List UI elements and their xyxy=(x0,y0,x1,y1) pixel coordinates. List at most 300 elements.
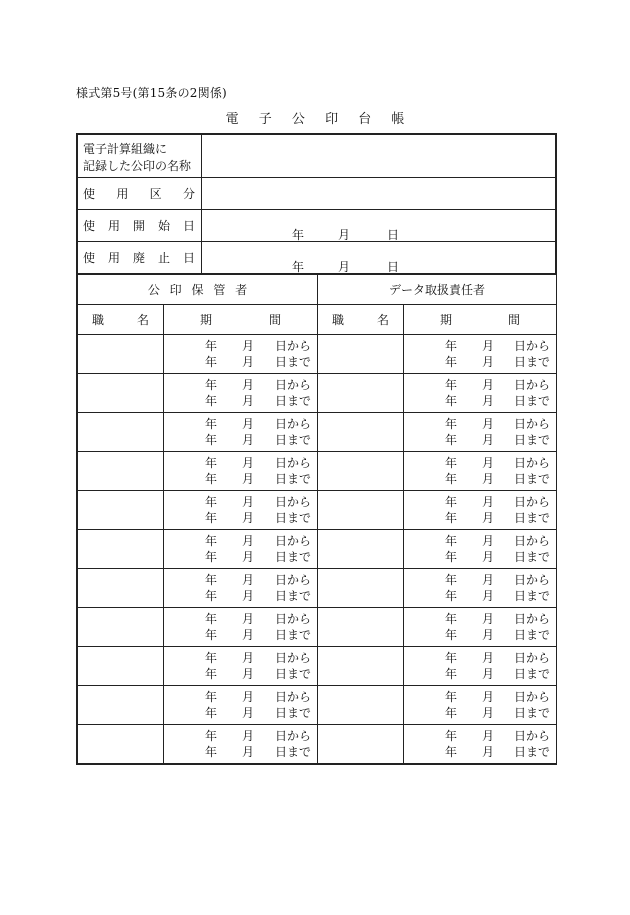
year-label: 年 xyxy=(205,417,218,431)
period-from-line xyxy=(164,533,317,549)
period-entry xyxy=(164,530,317,568)
period-from-line xyxy=(404,728,556,744)
label-text: 電子計算組織に xyxy=(83,141,168,156)
month-label: 月 xyxy=(482,690,495,704)
table-row xyxy=(78,374,557,413)
custodian-table xyxy=(77,274,557,764)
position-cell[interactable] xyxy=(78,452,164,491)
period-to-line xyxy=(164,471,317,487)
period-entry xyxy=(164,413,317,451)
month-label: 月 xyxy=(242,550,255,564)
seal-name-field[interactable] xyxy=(202,135,556,178)
period-from-line xyxy=(404,689,556,705)
period-to-line xyxy=(164,432,317,448)
period-cell[interactable] xyxy=(404,647,557,686)
period-entry xyxy=(404,647,556,685)
month-label: 月 xyxy=(242,667,255,681)
month-label: 月 xyxy=(242,690,255,704)
position-cell[interactable] xyxy=(78,491,164,530)
title-char: 公 xyxy=(291,112,305,127)
period-cell[interactable] xyxy=(164,491,318,530)
period-cell[interactable] xyxy=(164,530,318,569)
to-label: 日まで xyxy=(514,706,551,720)
year-label: 年 xyxy=(205,612,218,626)
seal-name-label xyxy=(78,135,202,178)
position-cell[interactable] xyxy=(318,374,404,413)
period-entry xyxy=(404,335,556,373)
position-cell[interactable] xyxy=(78,569,164,608)
period-header xyxy=(164,305,318,335)
seal-name-label-line1 xyxy=(83,141,201,158)
period-to-line xyxy=(404,354,556,370)
from-label: 日から xyxy=(514,417,551,431)
to-label: 日まで xyxy=(514,589,551,603)
month-label: 月 xyxy=(242,628,255,642)
from-label: 日から xyxy=(514,651,551,665)
year-label: 年 xyxy=(445,433,458,447)
period-to-line xyxy=(404,510,556,526)
label-char: 用 xyxy=(107,219,120,233)
year-label: 年 xyxy=(445,339,458,353)
header-char: 間 xyxy=(269,313,282,327)
period-from-line xyxy=(404,455,556,471)
month-label: 月 xyxy=(482,745,495,759)
position-cell[interactable] xyxy=(318,413,404,452)
document-title xyxy=(0,108,630,127)
period-from-line xyxy=(164,611,317,627)
period-to-line xyxy=(404,627,556,643)
label-char: 分 xyxy=(182,187,195,201)
header-char: 期 xyxy=(200,313,213,327)
year-label: 年 xyxy=(205,534,218,548)
year-label: 年 xyxy=(292,259,305,274)
label-char: 使 xyxy=(83,219,96,233)
period-from-line xyxy=(164,338,317,354)
from-label: 日から xyxy=(275,495,312,509)
period-to-line xyxy=(404,588,556,604)
year-label: 年 xyxy=(205,433,218,447)
month-label: 月 xyxy=(242,589,255,603)
year-label: 年 xyxy=(445,378,458,392)
year-label: 年 xyxy=(205,667,218,681)
header-char: 者 xyxy=(235,283,248,297)
month-label: 月 xyxy=(242,573,255,587)
position-cell[interactable] xyxy=(78,686,164,725)
to-label: 日まで xyxy=(514,745,551,759)
position-cell[interactable] xyxy=(318,686,404,725)
month-label: 月 xyxy=(242,495,255,509)
year-label: 年 xyxy=(445,550,458,564)
period-cell[interactable] xyxy=(404,569,557,608)
position-cell[interactable] xyxy=(318,569,404,608)
month-label: 月 xyxy=(242,472,255,486)
from-label: 日から xyxy=(275,378,312,392)
period-from-line xyxy=(164,689,317,705)
from-label: 日から xyxy=(514,456,551,470)
label-char: 用 xyxy=(107,251,120,265)
to-label: 日まで xyxy=(275,706,312,720)
table-row xyxy=(78,452,557,491)
from-label: 日から xyxy=(275,534,312,548)
label-char: 用 xyxy=(116,187,129,201)
period-from-line xyxy=(164,650,317,666)
month-label: 月 xyxy=(242,612,255,626)
month-label: 月 xyxy=(482,378,495,392)
period-cell[interactable] xyxy=(164,413,318,452)
form-reference: 様式第5号(第15条の2関係) xyxy=(76,86,227,100)
month-label: 月 xyxy=(482,573,495,587)
to-label: 日まで xyxy=(275,433,312,447)
month-label: 月 xyxy=(482,550,495,564)
header-char: 間 xyxy=(508,313,521,327)
year-label: 年 xyxy=(445,589,458,603)
table-row xyxy=(78,686,557,725)
to-label: 日まで xyxy=(514,394,551,408)
period-to-line xyxy=(164,393,317,409)
month-label: 月 xyxy=(242,729,255,743)
period-from-line xyxy=(164,728,317,744)
month-label: 月 xyxy=(482,628,495,642)
to-label: 日まで xyxy=(514,667,551,681)
header-char: 名 xyxy=(136,313,149,327)
label-char: 廃 xyxy=(132,251,145,265)
year-label: 年 xyxy=(445,355,458,369)
table-row xyxy=(78,335,557,374)
position-header xyxy=(78,305,164,335)
data-handler-header: データ取扱責任者 xyxy=(318,275,557,305)
period-cell[interactable] xyxy=(404,491,557,530)
period-to-line xyxy=(404,393,556,409)
day-label: 日 xyxy=(387,227,400,242)
period-from-line xyxy=(164,494,317,510)
period-from-line xyxy=(164,572,317,588)
position-cell[interactable] xyxy=(78,608,164,647)
to-label: 日まで xyxy=(275,667,312,681)
period-to-line xyxy=(164,510,317,526)
to-label: 日まで xyxy=(275,745,312,759)
from-label: 日から xyxy=(275,651,312,665)
ledger-form xyxy=(76,133,557,765)
to-label: 日まで xyxy=(514,511,551,525)
period-cell[interactable] xyxy=(404,335,557,374)
period-entry xyxy=(404,413,556,451)
period-to-line xyxy=(164,627,317,643)
period-entry xyxy=(164,374,317,412)
month-label: 月 xyxy=(482,534,495,548)
usage-category-field[interactable] xyxy=(202,178,556,210)
month-label: 月 xyxy=(338,227,351,242)
period-entry xyxy=(404,569,556,607)
month-label: 月 xyxy=(482,355,495,369)
header-char: 職 xyxy=(92,313,105,327)
position-cell[interactable] xyxy=(78,725,164,764)
year-label: 年 xyxy=(445,394,458,408)
month-label: 月 xyxy=(242,417,255,431)
month-label: 月 xyxy=(482,589,495,603)
from-label: 日から xyxy=(275,456,312,470)
period-entry xyxy=(164,608,317,646)
title-char: 電 xyxy=(225,112,239,127)
year-label: 年 xyxy=(205,745,218,759)
title-char: 台 xyxy=(358,112,372,127)
position-cell[interactable] xyxy=(318,491,404,530)
month-label: 月 xyxy=(242,355,255,369)
month-label: 月 xyxy=(482,651,495,665)
month-label: 月 xyxy=(338,259,351,274)
month-label: 月 xyxy=(242,534,255,548)
period-from-line xyxy=(404,494,556,510)
from-label: 日から xyxy=(514,339,551,353)
header-char: 名 xyxy=(377,313,390,327)
position-cell[interactable] xyxy=(78,530,164,569)
period-entry xyxy=(164,452,317,490)
year-label: 年 xyxy=(205,550,218,564)
from-label: 日から xyxy=(514,690,551,704)
period-cell[interactable] xyxy=(164,569,318,608)
period-entry xyxy=(164,491,317,529)
position-cell[interactable] xyxy=(78,335,164,374)
header-char: 印 xyxy=(169,283,182,297)
table-row xyxy=(78,530,557,569)
period-cell[interactable] xyxy=(404,608,557,647)
period-cell[interactable] xyxy=(404,686,557,725)
month-label: 月 xyxy=(482,706,495,720)
start-date-label xyxy=(78,210,202,242)
from-label: 日から xyxy=(275,339,312,353)
to-label: 日まで xyxy=(514,472,551,486)
to-label: 日まで xyxy=(275,355,312,369)
period-cell[interactable] xyxy=(404,725,557,764)
to-label: 日まで xyxy=(514,550,551,564)
title-char: 印 xyxy=(325,112,339,127)
period-from-line xyxy=(404,611,556,627)
label-char: 使 xyxy=(83,187,96,201)
label-char: 止 xyxy=(157,251,170,265)
period-from-line xyxy=(404,650,556,666)
period-to-line xyxy=(164,354,317,370)
period-to-line xyxy=(164,705,317,721)
period-cell[interactable] xyxy=(164,374,318,413)
header-char: 公 xyxy=(147,283,160,297)
year-label: 年 xyxy=(445,612,458,626)
position-cell[interactable] xyxy=(318,725,404,764)
to-label: 日まで xyxy=(275,511,312,525)
year-label: 年 xyxy=(205,394,218,408)
from-label: 日から xyxy=(275,729,312,743)
period-cell[interactable] xyxy=(164,686,318,725)
from-label: 日から xyxy=(514,495,551,509)
month-label: 月 xyxy=(242,394,255,408)
end-date-field[interactable] xyxy=(202,242,556,274)
label-char: 始 xyxy=(157,219,170,233)
year-label: 年 xyxy=(445,667,458,681)
month-label: 月 xyxy=(242,433,255,447)
position-cell[interactable] xyxy=(78,374,164,413)
to-label: 日まで xyxy=(514,355,551,369)
month-label: 月 xyxy=(242,339,255,353)
position-header xyxy=(318,305,404,335)
label-char: 区 xyxy=(149,187,162,201)
label-char: 使 xyxy=(83,251,96,265)
from-label: 日から xyxy=(275,690,312,704)
title-char: 帳 xyxy=(391,112,405,127)
period-from-line xyxy=(164,377,317,393)
month-label: 月 xyxy=(242,511,255,525)
month-label: 月 xyxy=(242,378,255,392)
label-char: 日 xyxy=(182,251,195,265)
seal-info-table xyxy=(77,134,556,274)
day-label: 日 xyxy=(387,259,400,274)
year-label: 年 xyxy=(205,729,218,743)
position-cell[interactable] xyxy=(318,647,404,686)
to-label: 日まで xyxy=(514,433,551,447)
year-label: 年 xyxy=(445,472,458,486)
period-entry xyxy=(164,569,317,607)
year-label: 年 xyxy=(445,456,458,470)
table-row xyxy=(78,608,557,647)
from-label: 日から xyxy=(514,378,551,392)
month-label: 月 xyxy=(482,667,495,681)
month-label: 月 xyxy=(482,456,495,470)
year-label: 年 xyxy=(205,511,218,525)
year-label: 年 xyxy=(205,573,218,587)
period-to-line xyxy=(404,666,556,682)
month-label: 月 xyxy=(482,339,495,353)
from-label: 日から xyxy=(275,573,312,587)
period-to-line xyxy=(164,549,317,565)
year-label: 年 xyxy=(445,417,458,431)
year-label: 年 xyxy=(205,378,218,392)
start-date-field[interactable] xyxy=(202,210,556,242)
from-label: 日から xyxy=(275,417,312,431)
year-label: 年 xyxy=(205,355,218,369)
year-label: 年 xyxy=(205,690,218,704)
to-label: 日まで xyxy=(514,628,551,642)
from-label: 日から xyxy=(514,573,551,587)
period-to-line xyxy=(404,744,556,760)
usage-category-label xyxy=(78,178,202,210)
month-label: 月 xyxy=(482,511,495,525)
from-label: 日から xyxy=(514,612,551,626)
period-entry xyxy=(404,452,556,490)
month-label: 月 xyxy=(242,745,255,759)
from-label: 日から xyxy=(275,612,312,626)
period-from-line xyxy=(404,377,556,393)
position-cell[interactable] xyxy=(318,452,404,491)
year-label: 年 xyxy=(445,628,458,642)
period-cell[interactable] xyxy=(164,647,318,686)
year-label: 年 xyxy=(205,628,218,642)
year-label: 年 xyxy=(205,706,218,720)
seal-name-label-line2: 記録した公印の名称 xyxy=(83,158,192,173)
period-to-line xyxy=(404,549,556,565)
position-cell[interactable] xyxy=(78,413,164,452)
year-label: 年 xyxy=(205,339,218,353)
year-label: 年 xyxy=(445,745,458,759)
year-label: 年 xyxy=(445,495,458,509)
period-to-line xyxy=(164,666,317,682)
period-cell[interactable] xyxy=(164,452,318,491)
month-label: 月 xyxy=(482,729,495,743)
table-row xyxy=(78,491,557,530)
month-label: 月 xyxy=(482,417,495,431)
period-to-line xyxy=(164,588,317,604)
period-header xyxy=(404,305,557,335)
title-char: 子 xyxy=(258,112,272,127)
month-label: 月 xyxy=(482,433,495,447)
year-label: 年 xyxy=(445,651,458,665)
year-label: 年 xyxy=(205,651,218,665)
year-label: 年 xyxy=(445,729,458,743)
month-label: 月 xyxy=(482,394,495,408)
period-entry xyxy=(404,608,556,646)
year-label: 年 xyxy=(445,511,458,525)
year-label: 年 xyxy=(445,706,458,720)
period-to-line xyxy=(404,471,556,487)
month-label: 月 xyxy=(242,456,255,470)
position-cell[interactable] xyxy=(318,608,404,647)
period-cell[interactable] xyxy=(164,725,318,764)
period-to-line xyxy=(404,432,556,448)
month-label: 月 xyxy=(242,651,255,665)
to-label: 日まで xyxy=(275,589,312,603)
year-label: 年 xyxy=(445,573,458,587)
header-char: 保 xyxy=(191,283,204,297)
period-cell[interactable] xyxy=(164,335,318,374)
period-from-line xyxy=(164,455,317,471)
table-row xyxy=(78,725,557,764)
period-cell[interactable] xyxy=(404,530,557,569)
year-label: 年 xyxy=(205,589,218,603)
period-from-line xyxy=(404,416,556,432)
end-date-label xyxy=(78,242,202,274)
position-cell[interactable] xyxy=(318,335,404,374)
header-char: 管 xyxy=(213,283,226,297)
year-label: 年 xyxy=(205,472,218,486)
period-from-line xyxy=(404,533,556,549)
period-cell[interactable] xyxy=(164,608,318,647)
to-label: 日まで xyxy=(275,394,312,408)
month-label: 月 xyxy=(242,706,255,720)
period-to-line xyxy=(404,705,556,721)
to-label: 日まで xyxy=(275,472,312,486)
position-cell[interactable] xyxy=(318,530,404,569)
period-entry xyxy=(404,374,556,412)
period-from-line xyxy=(404,572,556,588)
period-cell[interactable] xyxy=(404,374,557,413)
from-label: 日から xyxy=(514,534,551,548)
year-label: 年 xyxy=(292,227,305,242)
period-cell[interactable] xyxy=(404,413,557,452)
entry-rows xyxy=(78,335,557,764)
month-label: 月 xyxy=(482,472,495,486)
label-char: 日 xyxy=(182,219,195,233)
period-from-line xyxy=(404,338,556,354)
year-label: 年 xyxy=(445,690,458,704)
table-row xyxy=(78,569,557,608)
to-label: 日まで xyxy=(275,550,312,564)
table-row xyxy=(78,413,557,452)
period-to-line xyxy=(164,744,317,760)
to-label: 日まで xyxy=(275,628,312,642)
period-entry xyxy=(404,725,556,763)
position-cell[interactable] xyxy=(78,647,164,686)
period-from-line xyxy=(164,416,317,432)
seal-custodian-header xyxy=(78,275,318,305)
period-cell[interactable] xyxy=(404,452,557,491)
month-label: 月 xyxy=(482,612,495,626)
month-label: 月 xyxy=(482,495,495,509)
